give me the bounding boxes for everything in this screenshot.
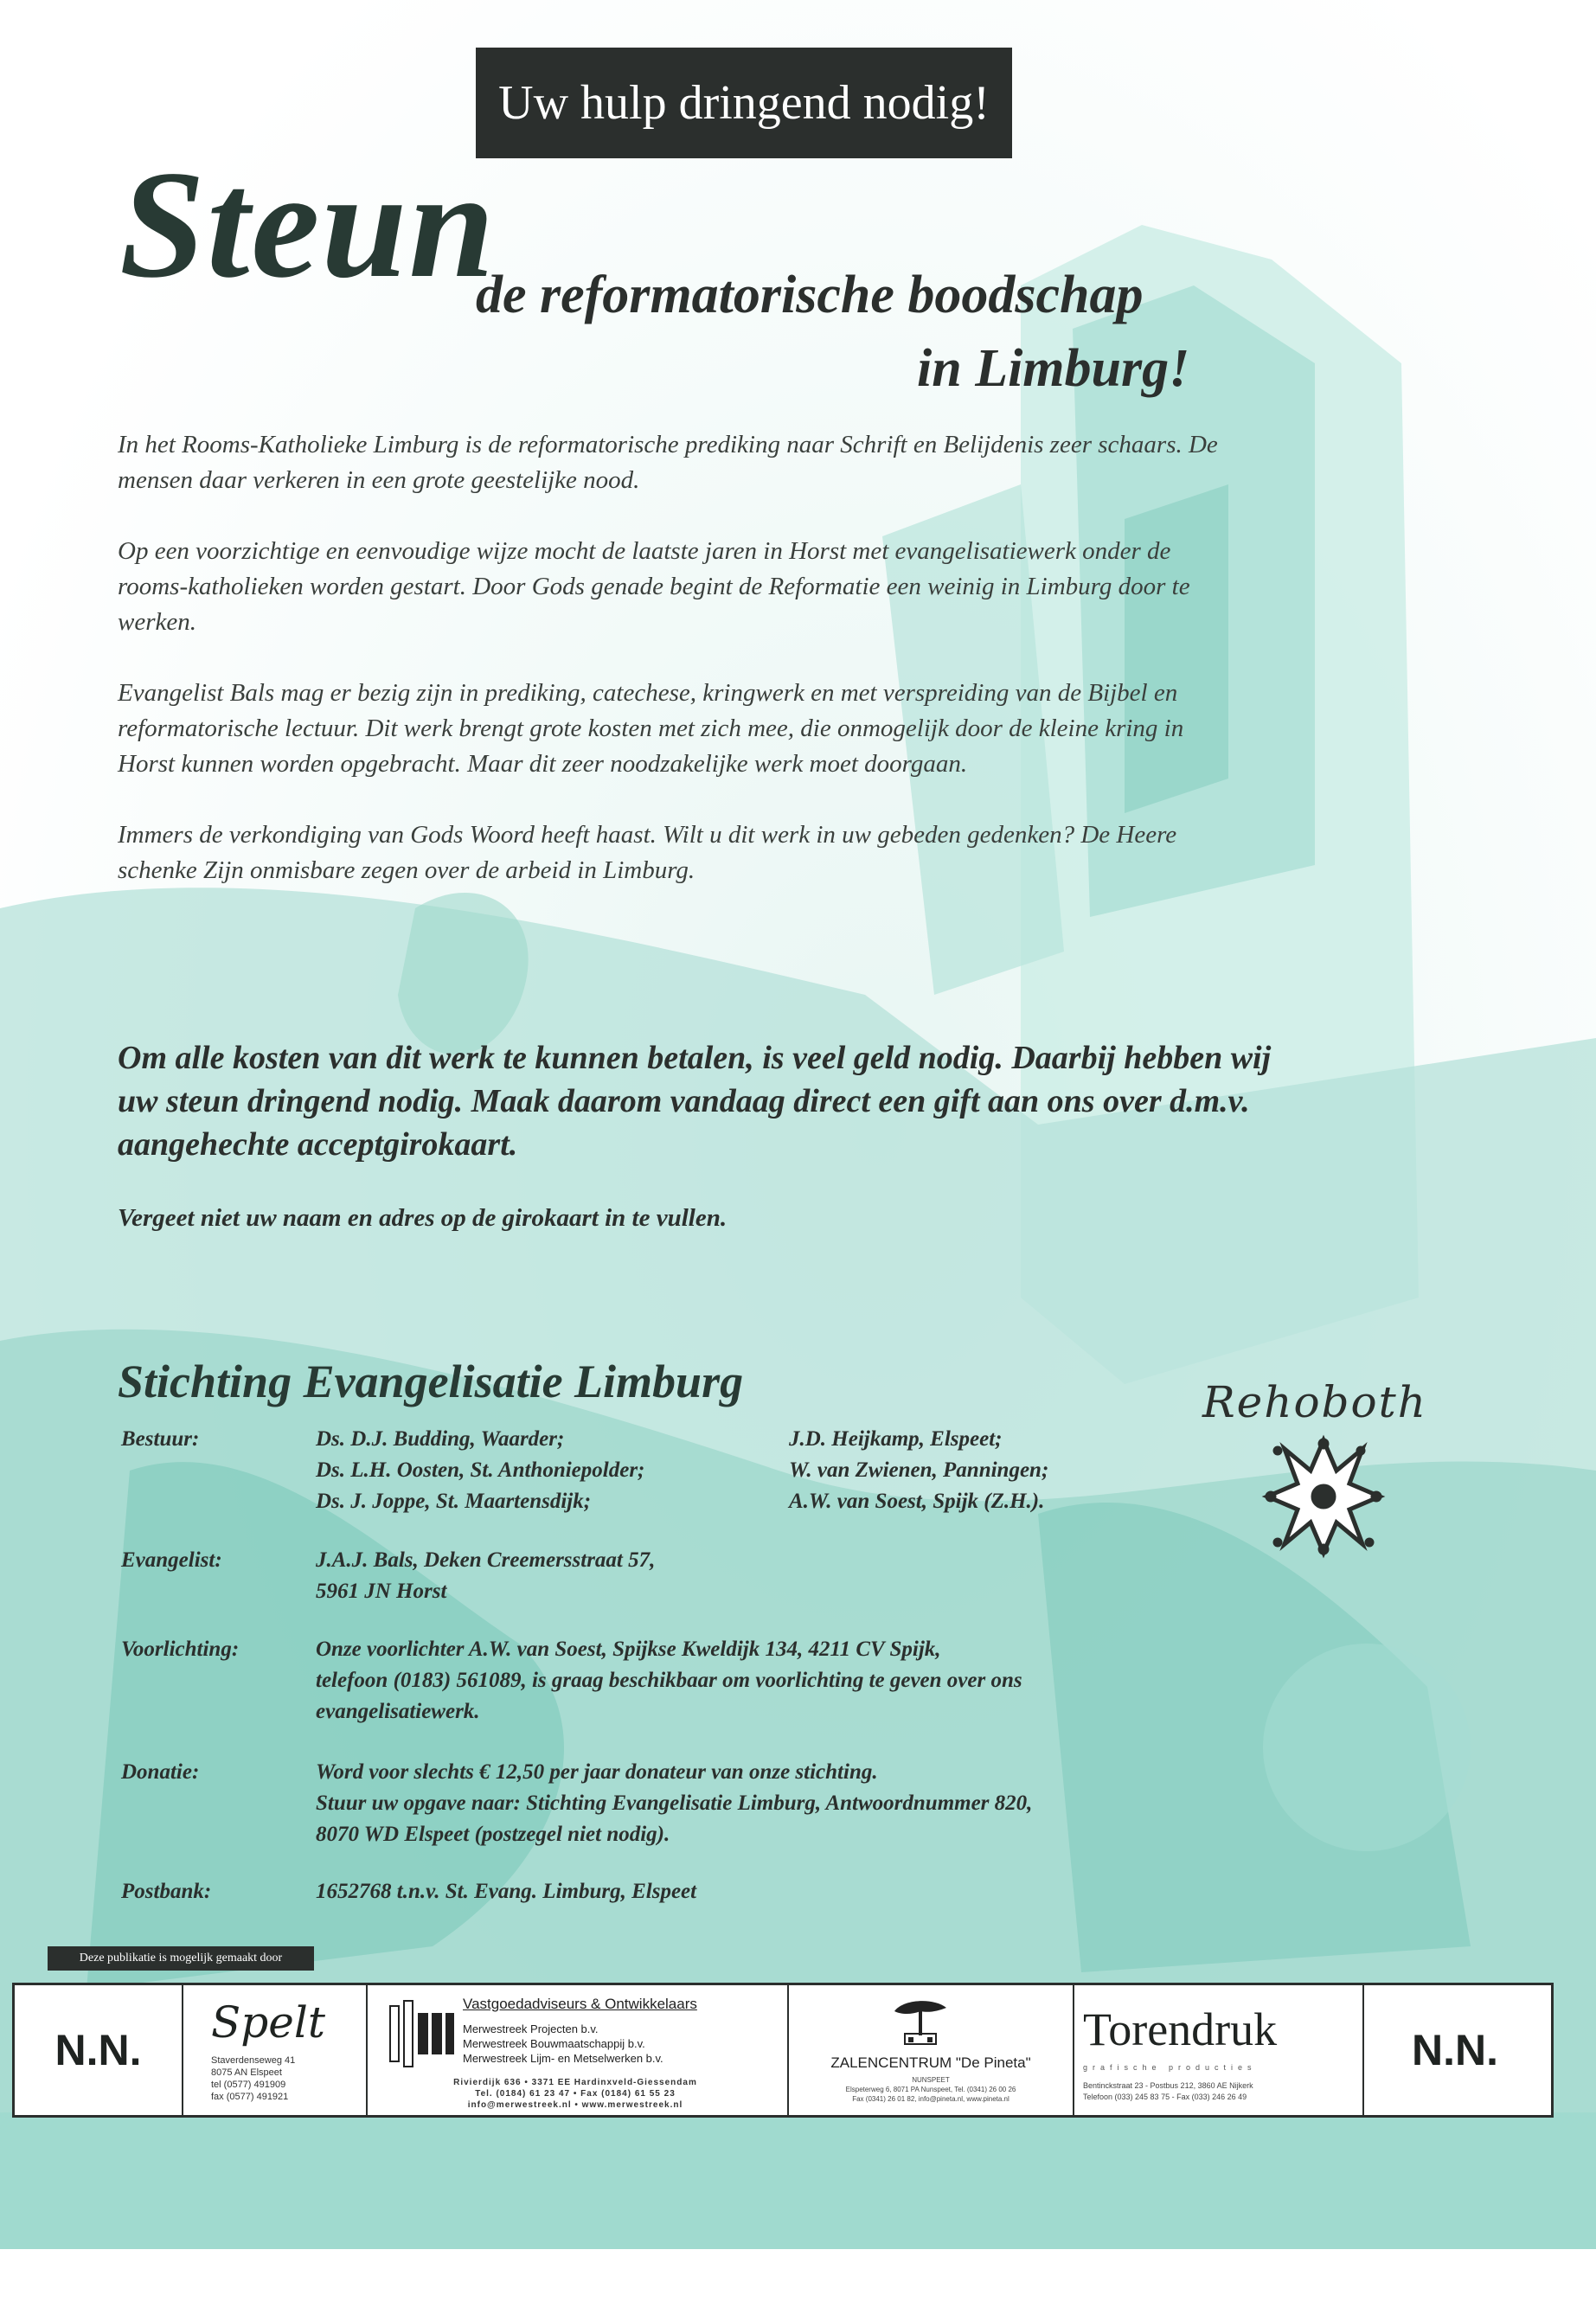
voorlichting-line: evangelisatiewerk.: [316, 1700, 480, 1723]
evangelist-line: 5961 JN Horst: [316, 1580, 447, 1603]
torendruk-tagline: grafische producties: [1083, 2063, 1257, 2072]
address-line: Elspeterweg 6, 8071 PA Nunspeet, Tel. (0341) 26 00 26: [845, 2086, 1016, 2093]
merwestreek-companies: [463, 2022, 663, 2066]
main-heading: Steun: [119, 138, 497, 310]
postbank-label: Postbank:: [121, 1880, 212, 1903]
donatie-line: Stuur uw opgave naar: Stichting Evangelisatie Limburg, Antwoordnummer 820,: [316, 1791, 1033, 1815]
company-name: Merwestreek Lijm- en Metselwerken b.v.: [463, 2052, 663, 2065]
address-line: tel (0577) 491909: [211, 2080, 286, 2090]
bestuur-member: Ds. D.J. Budding, Waarder;: [316, 1427, 565, 1451]
intro-paragraph: Evangelist Bals mag er bezig zijn in prediking, catechese, kringwerk en met verspreiding van de Bijbel en reformatorische lectuur. Dit werk brengt grote kosten met zich mee, die onmogelijk door de kleine kring in Horst kunnen worden opgebracht. Maar dit zeer noodzakelijke werk moet doorgaan.: [118, 679, 1184, 778]
pineta-place: NUNSPEET: [912, 2076, 950, 2084]
pineta-name: ZALENCENTRUM "De Pineta": [830, 2054, 1031, 2071]
subheading-line1: de reformatorische boodschap: [476, 266, 1144, 324]
address-line: Fax (0341) 26 01 82, info@pineta.nl, www.pineta.nl: [852, 2095, 1010, 2103]
intro-paragraph: Op een voorzichtige en eenvoudige wijze mocht de laatste jaren in Horst met evangelisatiewerk onder de rooms-katholieken worden gestart. Door Gods genade begint de Reformatie een weinig in Limburg door te werken.: [118, 537, 1190, 636]
merwestreek-heading: Vastgoedadviseurs & Ontwikkelaars: [463, 1996, 697, 2012]
evangelist-label: Evangelist:: [121, 1548, 222, 1572]
huguenot-cross-icon: [1259, 1432, 1388, 1561]
bestuur-list-2: [789, 1424, 1187, 1517]
bestuur-member: J.D. Heijkamp, Elspeet;: [789, 1427, 1003, 1451]
pine-tree-icon: [886, 1992, 955, 2049]
organization-name: Stichting Evangelisatie Limburg: [118, 1356, 744, 1407]
address-line: Telefoon (033) 245 83 75 - Fax (033) 246 26 49: [1083, 2093, 1247, 2101]
merwestreek-contact: [385, 2077, 766, 2111]
torendruk-address: [1083, 2080, 1253, 2103]
voorlichting-line: telefoon (0183) 561089, is graag beschikbaar om voorlichting te geven over ons: [316, 1669, 1022, 1692]
evangelist-address: [316, 1545, 1146, 1607]
sponsor-nn-left: N.N.: [15, 1985, 183, 2115]
address-line: fax (0577) 491921: [211, 2092, 289, 2102]
company-name: Merwestreek Bouwmaatschappij b.v.: [463, 2037, 645, 2050]
postbank-value: 1652768 t.n.v. St. Evang. Limburg, Elspeet: [316, 1880, 697, 1903]
bestuur-member: A.W. van Soest, Spijk (Z.H.).: [789, 1490, 1045, 1513]
bestuur-member: W. van Zwienen, Panningen;: [789, 1458, 1049, 1482]
voorlichting-text: [316, 1634, 1146, 1727]
spelt-logo: Spelt: [211, 1997, 325, 2048]
voorlichting-line: Onze voorlichter A.W. van Soest, Spijkse Kweldijk 134, 4211 CV Spijk,: [316, 1638, 941, 1661]
rehoboth-logo-text: Rehoboth: [1202, 1377, 1427, 1427]
sponsor-merwestreek: [368, 1985, 789, 2115]
sponsor-spelt: [183, 1985, 368, 2115]
donation-appeal: Om alle kosten van dit werk te kunnen betalen, is veel geld nodig. Daarbij hebben wij uw steun dringend nodig. Maak daarom vandaag direct een gift aan ons over d.m.v. aangehechte acceptgirokaart.: [118, 1040, 1272, 1163]
contact-line: Rivierdijk 636 • 3371 EE Hardinxveld-Giessendam: [453, 2078, 697, 2087]
contact-line: info@merwestreek.nl • www.merwestreek.nl: [467, 2100, 683, 2110]
bestuur-list-1: [316, 1424, 783, 1517]
donatie-line: 8070 WD Elspeet (postzegel niet nodig).: [316, 1823, 670, 1846]
intro-paragraph: In het Rooms-Katholieke Limburg is de reformatorische prediking naar Schrift en Belijdenis zeer schaars. De mensen daar verkeren in een grote geestelijke nood.: [118, 431, 1218, 494]
donatie-text: [316, 1757, 1146, 1850]
merwestreek-logo-icon: [387, 1997, 456, 2070]
spelt-address: [211, 2054, 295, 2103]
sponsor-pineta: [789, 1985, 1074, 2115]
bestuur-member: Ds. J. Joppe, St. Maartensdijk;: [316, 1490, 592, 1513]
address-line: 8075 AN Elspeet: [211, 2067, 282, 2078]
contact-line: Tel. (0184) 61 23 47 • Fax (0184) 61 55 23: [475, 2089, 676, 2099]
company-name: Merwestreek Projecten b.v.: [463, 2022, 599, 2035]
subheading-line2: in Limburg!: [917, 339, 1190, 398]
address-line: Staverdenseweg 41: [211, 2055, 296, 2066]
sponsor-strip: [12, 1983, 1554, 2118]
donatie-line: Word voor slechts € 12,50 per jaar donateur van onze stichting.: [316, 1760, 878, 1784]
pineta-address: [789, 2075, 1073, 2104]
sponsor-nn-right: N.N.: [1412, 2026, 1498, 2074]
giro-reminder: Vergeet niet uw naam en adres op de girokaart in te vullen.: [118, 1204, 727, 1232]
credit-bar: Deze publikatie is mogelijk gemaakt door: [48, 1946, 314, 1971]
donatie-label: Donatie:: [121, 1760, 200, 1784]
headline-banner: Uw hulp dringend nodig!: [476, 48, 1012, 158]
bestuur-label: Bestuur:: [121, 1427, 200, 1451]
bestuur-member: Ds. L.H. Oosten, St. Anthoniepolder;: [316, 1458, 645, 1482]
sponsor-torendruk: [1074, 1985, 1364, 2115]
evangelist-line: J.A.J. Bals, Deken Creemersstraat 57,: [316, 1548, 656, 1572]
intro-paragraph: Immers de verkondiging van Gods Woord heeft haast. Wilt u dit werk in uw gebeden gedenken? De Heere schenke Zijn onmisbare zegen over de arbeid in Limburg.: [118, 821, 1177, 884]
torendruk-logo: Torendruk: [1083, 2003, 1278, 2055]
address-line: Bentinckstraat 23 - Postbus 212, 3860 AE Nijkerk: [1083, 2081, 1253, 2090]
voorlichting-label: Voorlichting:: [121, 1638, 240, 1661]
intro-text: [118, 427, 1242, 924]
